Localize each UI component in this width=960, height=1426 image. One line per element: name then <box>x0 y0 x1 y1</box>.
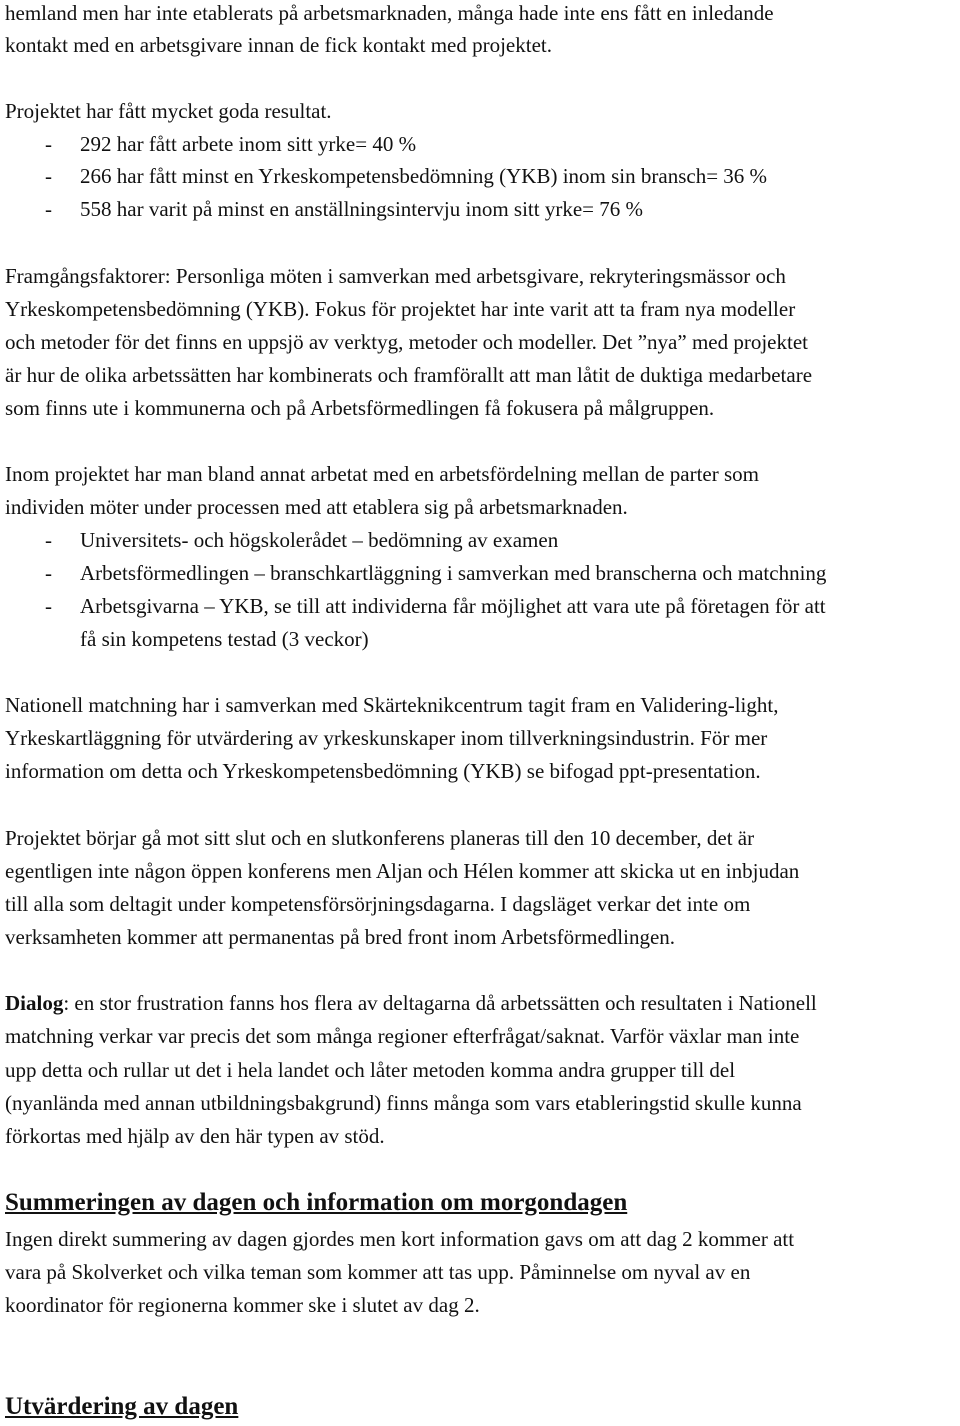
dialog-line: Dialog: en stor frustration fanns hos flera av deltagarna då arbetssätten och resultaten i Nationell <box>5 991 817 1015</box>
dialog-line: (nyanlända med annan utbildningsbakgrund) finns många som vars etableringstid skulle kunna <box>5 1091 802 1115</box>
list-dash: - <box>45 594 52 618</box>
summary-line: Ingen direkt summering av dagen gjordes men kort information gavs om att dag 2 kommer att <box>5 1227 795 1251</box>
national-line: Nationell matchning har i samverkan med Skärteknikcentrum tagit fram en Validering-light, <box>5 693 779 717</box>
list-dash: - <box>45 561 52 585</box>
distribution-line: Inom projektet har man bland annat arbetat med en arbetsfördelning mellan de parter som <box>5 462 759 486</box>
factors-line: är hur de olika arbetssätten har kombinerats och framförallt att man låtit de duktiga medarbetare <box>5 363 813 387</box>
dialog-line: upp detta och rullar ut det i hela landet och låter metoden komma andra grupper till del <box>5 1058 736 1082</box>
factors-line: Framgångsfaktorer: Personliga möten i samverkan med arbetsgivare, rekryteringsmässor och <box>5 264 786 288</box>
distribution-line: individen möter under processen med att etablera sig på arbetsmarknaden. <box>5 495 628 519</box>
list-dash: - <box>45 132 52 156</box>
intro-line: kontakt med en arbetsgivare innan de fick kontakt med projektet. <box>5 33 552 57</box>
summary-line: koordinator för regionerna kommer ske i slutet av dag 2. <box>5 1293 480 1317</box>
factors-line: som finns ute i kommunerna och på Arbetsförmedlingen få fokusera på målgruppen. <box>5 396 715 420</box>
intro-line: hemland men har inte etablerats på arbetsmarknaden, många hade inte ens fått en inledande <box>5 1 774 25</box>
dialog-label: Dialog <box>5 991 64 1015</box>
results-heading: Projektet har fått mycket goda resultat. <box>5 99 332 123</box>
dialog-line: förkortas med hjälp av den här typen av stöd. <box>5 1124 385 1148</box>
list-dash: - <box>45 164 52 188</box>
factors-line: Yrkeskompetensbedömning (YKB). Fokus för projektet har inte varit att ta fram nya modeller <box>5 297 796 321</box>
national-line: Yrkeskartläggning för utvärdering av yrkeskunskaper inom tillverkningsindustrin. För mer <box>5 726 768 750</box>
summary-heading: Summeringen av dagen och information om morgondagen <box>5 1189 628 1216</box>
ending-line: egentligen inte någon öppen konferens men Aljan och Hélen kommer att skicka ut en inbjudan <box>5 859 800 883</box>
ending-line: Projektet börjar gå mot sitt slut och en slutkonferens planeras till den 10 december, det är <box>5 826 755 850</box>
list-dash: - <box>45 528 52 552</box>
national-line: information om detta och Yrkeskompetensbedömning (YKB) se bifogad ppt-presentation. <box>5 759 761 783</box>
evaluation-heading: Utvärdering av dagen <box>5 1393 239 1420</box>
ending-line: verksamheten kommer att permanentas på bred front inom Arbetsförmedlingen. <box>5 925 676 949</box>
summary-line: vara på Skolverket och vilka teman som kommer att tas upp. Påminnelse om nyval av en <box>5 1260 751 1284</box>
factors-line: och metoder för det finns en uppsjö av verktyg, metoder och modeller. Det ”nya” med projektet <box>5 330 808 354</box>
list-dash: - <box>45 197 52 221</box>
dialog-line: matchning verkar var precis det som många regioner efterfrågat/saknat. Varför växlar man inte <box>5 1024 800 1048</box>
ending-line: till alla som deltagit under kompetensförsörjningsdagarna. I dagsläget verkar det inte om <box>5 892 751 916</box>
